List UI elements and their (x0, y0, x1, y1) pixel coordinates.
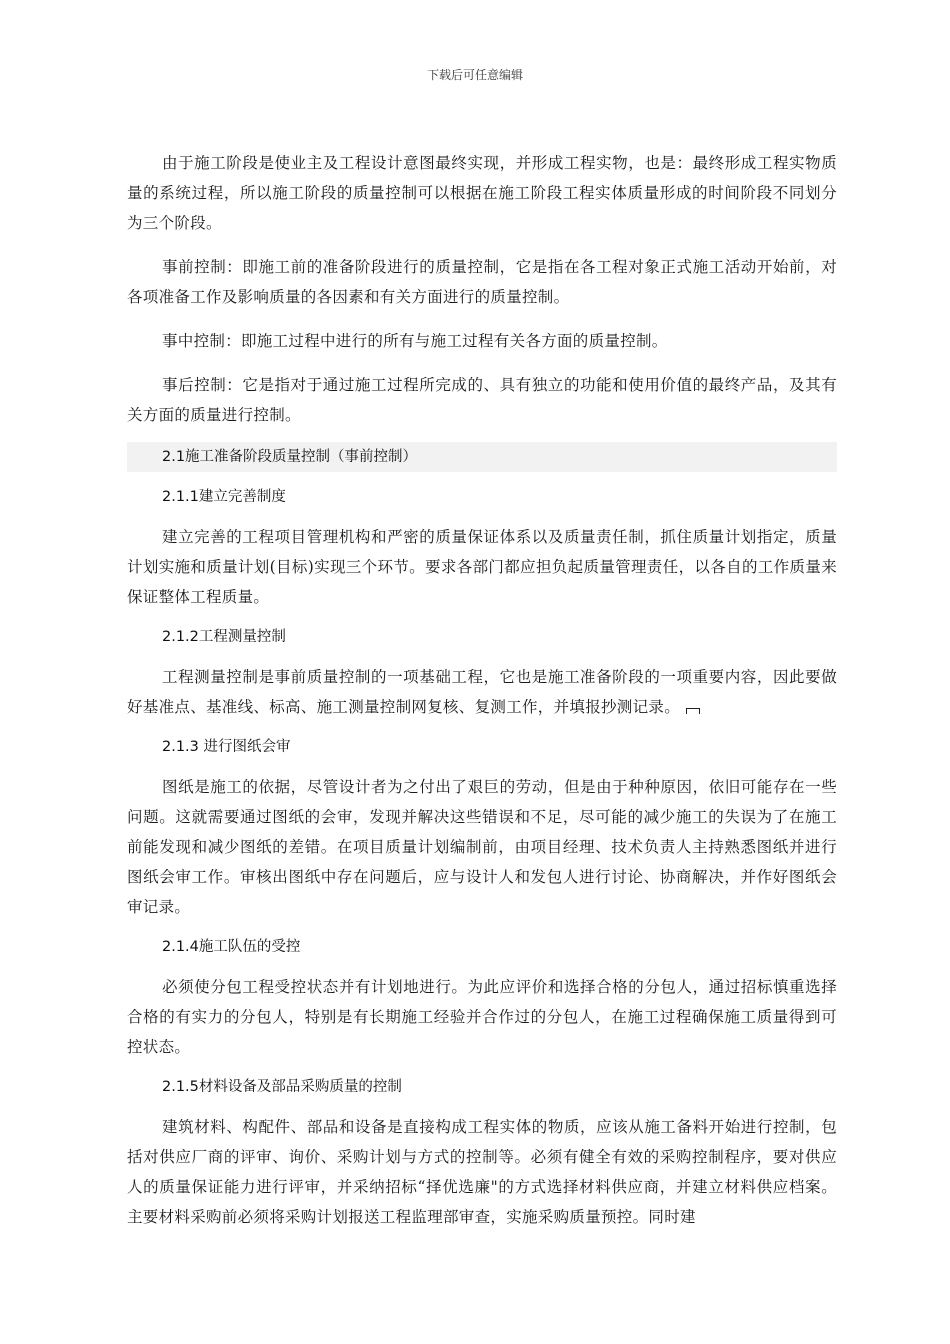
paragraph-pre-control: 事前控制：即施工前的准备阶段进行的质量控制，它是指在各工程对象正式施工活动开始前，对各项准备工作及影响质量的各因素和有关方面进行的质量控制。 (127, 258, 837, 306)
paragraph-2-1-1: 建立完善的工程项目管理机构和严密的质量保证体系以及质量责任制，抓住质量计划指定，质量计划实施和质量计划(目标)实现三个环节。要求各部门都应担负起质量管理责任，以各自的工作质量来保证整体工程质量。 (127, 528, 837, 606)
section-heading-2-1-5: 2.1.5材料设备及部品采购质量的控制 (162, 1079, 402, 1095)
edit-mark-icon (686, 708, 700, 714)
section-heading-2-1-4: 2.1.4施工队伍的受控 (162, 939, 301, 955)
paragraph-2-1-2-text: 工程测量控制是事前质量控制的一项基础工程，它也是施工准备阶段的一项重要内容，因此要做好基准点、基准线、标高、施工测量控制网复核、复测工作，并填报抄测记录。 (127, 668, 837, 716)
document-body (127, 148, 837, 1232)
section-heading-2-1-2: 2.1.2工程测量控制 (162, 629, 286, 645)
paragraph-2-1-3: 图纸是施工的依据，尽管设计者为之付出了艰巨的劳动，但是由于种种原因，依旧可能存在一些问题。这就需要通过图纸的会审，发现并解决这些错误和不足，尽可能的减少施工的失误为了在施工前能发现和减少图纸的差错。在项目质量计划编制前，由项目经理、技术负责人主持熟悉图纸并进行图纸会审工作。审核出图纸中存在问题后，应与设计人和发包人进行讨论、协商解决，并作好图纸会审记录。 (127, 778, 837, 916)
section-heading-2-1-1: 2.1.1建立完善制度 (162, 489, 286, 505)
paragraph-intro: 由于施工阶段是使业主及工程设计意图最终实现，并形成工程实物，也是：最终形成工程实物质量的系统过程，所以施工阶段的质量控制可以根据在施工阶段工程实体质量形成的时间阶段不同划分为三个阶段。 (127, 154, 837, 232)
section-heading-2-1-3: 2.1.3 进行图纸会审 (162, 739, 291, 755)
paragraph-in-process-control: 事中控制：即施工过程中进行的所有与施工过程有关各方面的质量控制。 (162, 332, 668, 350)
paragraph-2-1-2 (127, 662, 837, 722)
paragraph-post-control: 事后控制：它是指对于通过施工过程所完成的、具有独立的功能和使用价值的最终产品，及其有关方面的质量进行控制。 (127, 376, 837, 424)
paragraph-2-1-4: 必须使分包工程受控状态并有计划地进行。为此应评价和选择合格的分包人，通过招标慎重选择合格的有实力的分包人，特别是有长期施工经验并合作过的分包人，在施工过程确保施工质量得到可控状态。 (127, 978, 837, 1056)
section-heading-2-1: 2.1施工准备阶段质量控制（事前控制） (127, 442, 837, 472)
paragraph-2-1-5: 建筑材料、构配件、部品和设备是直接构成工程实体的物质，应该从施工备料开始进行控制，包括对供应厂商的评审、询价、采购计划与方式的控制等。必须有健全有效的采购控制程序，要对供应人的质量保证能力进行评审，并采纳招标“择优选廉"的方式选择材料供应商，并建立材料供应档案。主要材料采购前必须将采购计划报送工程监理部审查，实施采购质量预控。同时建 (127, 1118, 837, 1226)
header-note: 下载后可任意编辑 (426, 68, 523, 82)
